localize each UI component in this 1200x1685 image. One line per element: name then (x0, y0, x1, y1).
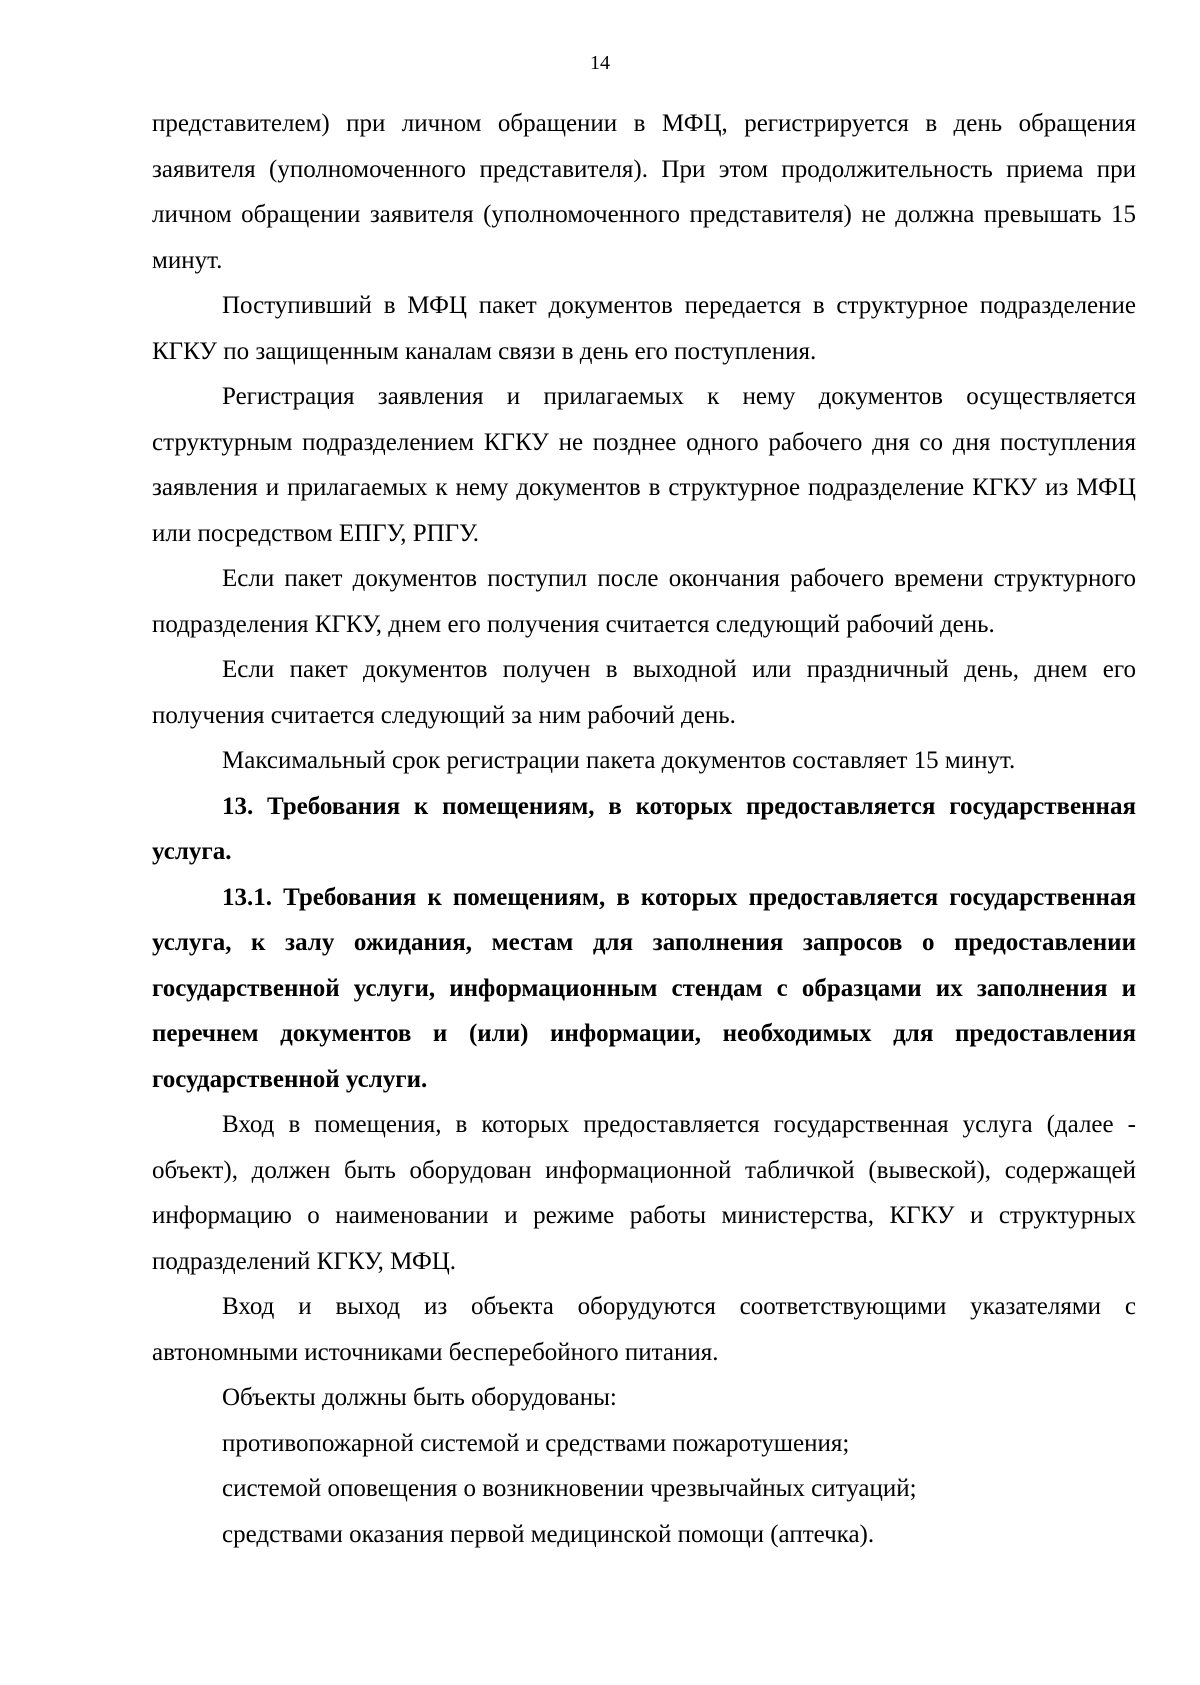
section-heading-13-1: 13.1. Требования к помещениям, в которых предоставляется государственная услуга, к залу ожидания, местам для заполнения запросов о предоставлении государственной услуги, информационным стендам с образцами их заполнения и перечнем документов и (или) информации, необходимых для предоставления государственной услуги. (152, 883, 1136, 1093)
paragraph-equipment-intro: Объекты должны быть оборудованы: (222, 1384, 617, 1411)
section-heading-13: 13. Требования к помещениям, в которых предоставляется государственная услуга. (152, 792, 1136, 865)
document-body (152, 101, 1136, 1557)
paragraph-registration-continuation: представителем) при личном обращении в МФЦ, регистрируется в день обращения заявителя (уполномоченного представителя). При этом продолжительность приема при личном обращении заявителя (уполномоченного представителя) не должна превышать 15 минут. (152, 110, 1136, 274)
paragraph-after-hours-receipt: Если пакет документов поступил после окончания рабочего времени структурного подразделения КГКУ, днем его получения считается следующий рабочий день. (152, 565, 1136, 638)
list-item-emergency-alert: системой оповещения о возникновении чрезвычайных ситуаций; (222, 1475, 917, 1502)
page-number: 14 (590, 52, 610, 74)
list-item-first-aid: средствами оказания первой медицинской помощи (аптечка). (222, 1520, 875, 1548)
paragraph-entrance-exit-signs: Вход и выход из объекта оборудуются соответствующими указателями с автономными источниками бесперебойного питания. (152, 1293, 1136, 1366)
paragraph-holiday-receipt: Если пакет документов получен в выходной или праздничный день, днем его получения считается следующий за ним рабочий день. (152, 656, 1136, 729)
paragraph-entrance-signage: Вход в помещения, в которых предоставляется государственная услуга (далее - объект), должен быть оборудован информационной табличкой (вывеской), содержащей информацию о наименовании и режиме работы министерства, КГКУ и структурных подразделений КГКУ, МФЦ. (152, 1111, 1136, 1275)
paragraph-max-registration-time: Максимальный срок регистрации пакета документов составляет 15 минут. (222, 747, 1016, 774)
paragraph-registration-deadline: Регистрация заявления и прилагаемых к нему документов осуществляется структурным подразделением КГКУ не позднее одного рабочего дня со дня поступления заявления и прилагаемых к нему документов в структурное подразделение КГКУ из МФЦ или посредством ЕПГУ, РПГУ. (152, 383, 1136, 547)
list-item-fire-system: противопожарной системой и средствами пожаротушения; (222, 1429, 850, 1457)
paragraph-mfc-package-transfer: Поступивший в МФЦ пакет документов передается в структурное подразделение КГКУ по защищенным каналам связи в день его поступления. (152, 292, 1136, 365)
